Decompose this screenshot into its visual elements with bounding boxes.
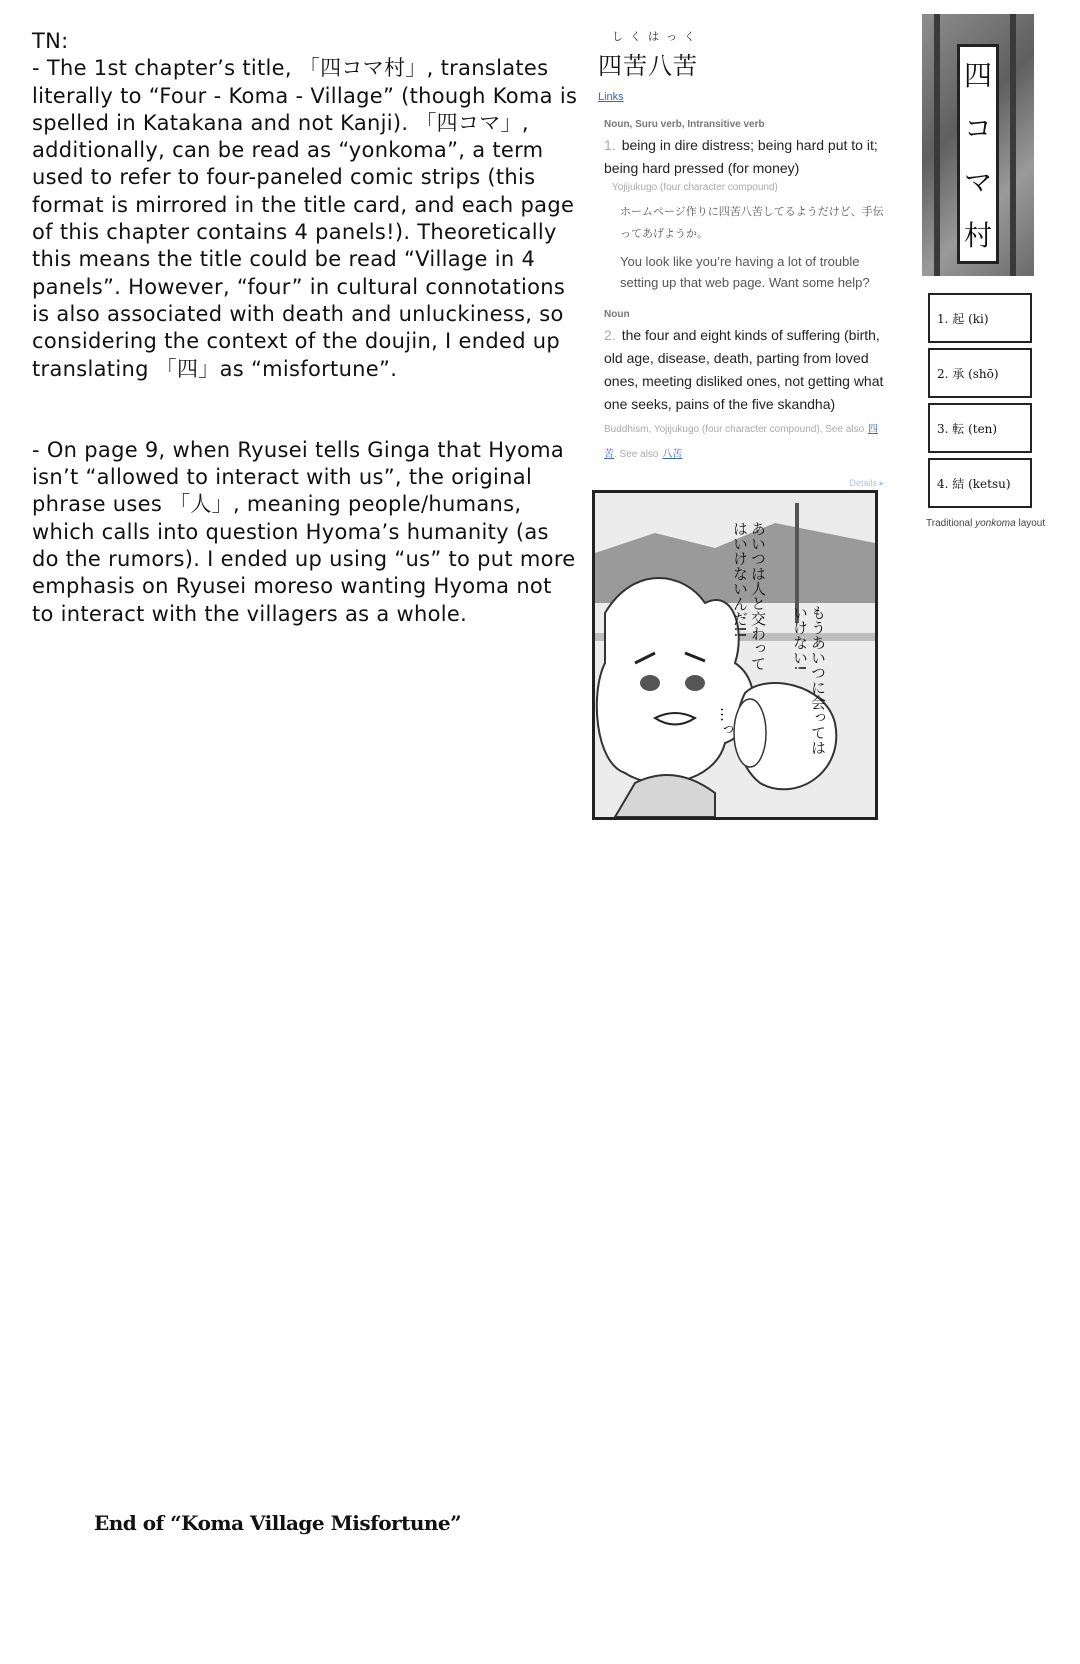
example-japanese: ホームページ作りに四苦八苦してるようだけど、手伝ってあげようか。 (620, 206, 884, 240)
yonkoma-layout (928, 293, 1032, 513)
yonkoma-caption: Traditional yonkoma layout (926, 518, 1046, 529)
tn-paragraph-page9: - On page 9, when Ryusei tells Ginga that Hyoma isn’t “allowed to interact with us”, the original phrase uses 「人」, meaning people/humans, which calls into question Hyoma’s humanity (as do the rumors). I ended up using “us” to put more emphasis on Ryusei moreso wanting Hyoma not to interact with the villagers as a whole. (32, 437, 576, 626)
sense-2-text: the four and eight kinds of suffering (birth, old age, disease, death, parting from loved ones, meeting disliked ones, not getting what one seeks, pains of the five skandha) (604, 327, 884, 412)
sense-1 (604, 134, 884, 180)
title-char: コ (963, 112, 992, 146)
example-english: You look like you’re having a lot of trouble setting up that web page. Want some help? (620, 254, 870, 290)
sense-1-text: being in dire distress; being hard put to it; being hard pressed (for money) (604, 137, 878, 176)
sense-2-tags: Buddhism, Yojijukugo (four character compound), See also (604, 424, 865, 435)
headword-reading: しくはっく (612, 31, 702, 43)
see-also-link-1[interactable]: 四苦 (604, 424, 879, 460)
part-of-speech-2: Noun (604, 309, 630, 320)
sense-1-tag: Yojijukugo (four character compound) (612, 182, 778, 193)
yonkoma-panel: 1. 起 (ki) (928, 293, 1032, 343)
end-title: End of “Koma Village Misfortune” (94, 1511, 462, 1535)
see-also-separator: . See also (614, 449, 659, 460)
tn-heading: TN: (32, 29, 69, 53)
title-card-label (957, 44, 999, 264)
yonkoma-panel: 2. 承 (shō) (928, 348, 1032, 398)
tn-paragraph-title: - The 1st chapter’s title, 「四コマ村」, translates literally to “Four - Koma - Village” (though Koma is spelled in Katakana and not Kanji). 「四コマ」, additionally, can be read as “yonkoma”, a term used to refer to four-paneled comic strips (this format is mirrored in the title card, and each page of this chapter contains 4 panels!). Theoretically this means the title could be read “Village in 4 panels”. However, “four” in cultural connotations is also associated with death and unluckiness, so considering the context of the doujin, I ended up translating 「四」as “misfortune”. (32, 56, 578, 381)
part-of-speech-1: Noun, Suru verb, Intransitive verb (604, 119, 765, 130)
translator-notes (32, 28, 580, 628)
title-card-image (922, 14, 1034, 276)
speech-bubble-2: もうあいつに会ってはいけない! (791, 605, 827, 755)
speech-bubble-3: …っ (717, 707, 735, 737)
headword: 四苦八苦 (598, 53, 698, 80)
yonkoma-panel: 4. 結 (ketsu) (928, 458, 1032, 508)
yonkoma-panel: 3. 転 (ten) (928, 403, 1032, 453)
dictionary-entry (598, 28, 884, 489)
title-char: 四 (963, 58, 992, 92)
title-char: 村 (963, 219, 992, 253)
sense-1-number: 1. (604, 137, 616, 153)
sense-2 (604, 324, 884, 466)
manga-panel-image (592, 490, 878, 820)
details-link[interactable]: Details ▸ (849, 478, 884, 488)
sense-2-number: 2. (604, 327, 616, 343)
title-char: マ (963, 165, 992, 199)
links-link[interactable]: Links (598, 91, 624, 103)
speech-bubble-1: あいつは人と交わってはいけないんだ!! (731, 521, 767, 671)
see-also-link-2[interactable]: 八苦 (662, 449, 683, 460)
